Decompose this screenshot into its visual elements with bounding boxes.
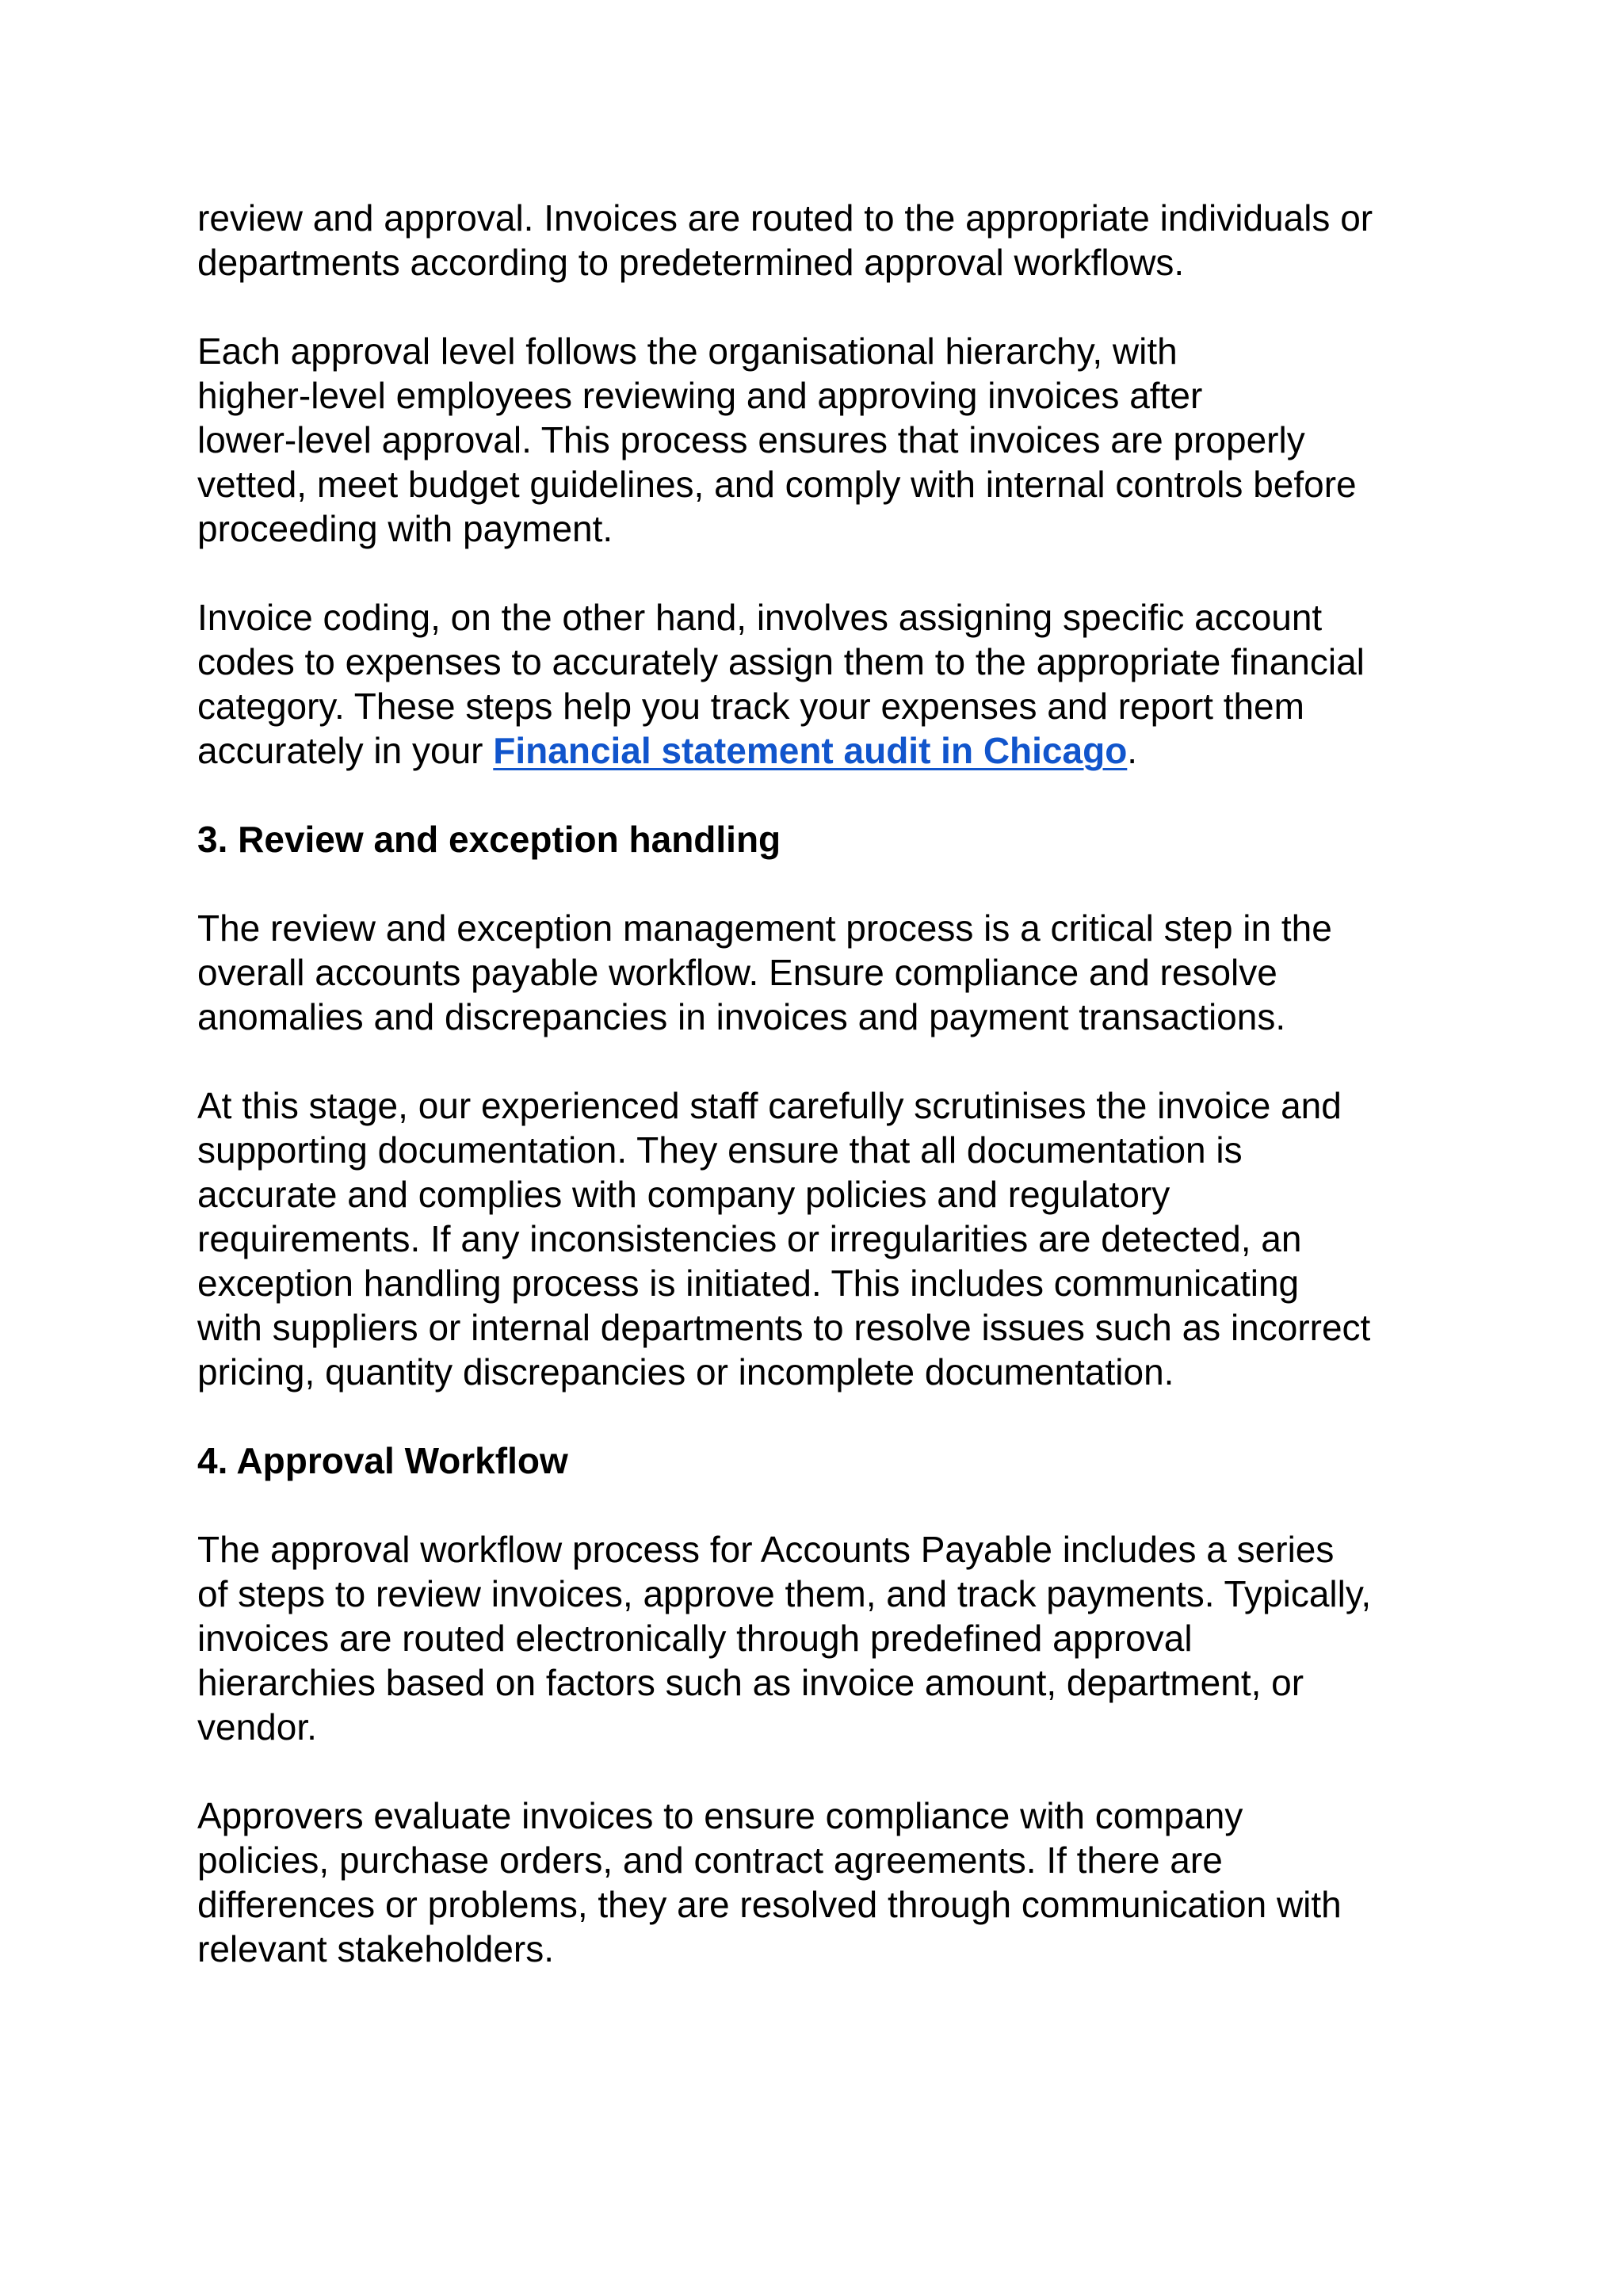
text-line: review and approval. Invoices are routed to the appropriate individuals or [197, 197, 1373, 239]
text-line: Approvers evaluate invoices to ensure compliance with company [197, 1795, 1243, 1836]
text-line: overall accounts payable workflow. Ensure compliance and resolve [197, 952, 1277, 993]
text-line: Invoice coding, on the other hand, involves assigning specific account [197, 597, 1323, 638]
text-line: anomalies and discrepancies in invoices and payment transactions. [197, 996, 1286, 1037]
paragraph-approval-levels [197, 329, 1449, 551]
text-line: requirements. If any inconsistencies or irregularities are detected, an [197, 1218, 1302, 1259]
text-line: with suppliers or internal departments to resolve issues such as incorrect [197, 1307, 1371, 1348]
section-heading-approval-workflow: 4. Approval Workflow [197, 1440, 568, 1481]
link-suffix-text: . [1127, 730, 1138, 771]
document-page [197, 196, 1449, 2015]
text-line: proceeding with payment. [197, 508, 613, 549]
text-line: supporting documentation. They ensure that all documentation is [197, 1129, 1243, 1171]
text-line: differences or problems, they are resolved through communication with [197, 1884, 1342, 1925]
financial-statement-audit-link[interactable]: Financial statement audit in Chicago [493, 730, 1128, 771]
text-line: The approval workflow process for Accounts Payable includes a series [197, 1529, 1335, 1570]
text-line: departments according to predetermined approval workflows. [197, 242, 1185, 283]
text-line: higher-level employees reviewing and approving invoices after [197, 375, 1203, 416]
text-line: The review and exception management process is a critical step in the [197, 907, 1332, 949]
text-line: vetted, meet budget guidelines, and comply with internal controls before [197, 464, 1357, 505]
text-line: invoices are routed electronically through predefined approval [197, 1618, 1193, 1659]
paragraph-invoice-coding [197, 595, 1449, 773]
text-line-with-link [197, 728, 1449, 773]
text-line: exception handling process is initiated. This includes communicating [197, 1263, 1300, 1304]
text-line: lower-level approval. This process ensures that invoices are properly [197, 419, 1305, 460]
text-line: of steps to review invoices, approve them, and track payments. Typically, [197, 1573, 1372, 1614]
link-prefix-text: accurately in your [197, 730, 494, 771]
text-line: hierarchies based on factors such as invoice amount, department, or [197, 1662, 1304, 1703]
text-line: vendor. [197, 1706, 317, 1748]
text-line: policies, purchase orders, and contract agreements. If there are [197, 1839, 1223, 1881]
text-line: relevant stakeholders. [197, 1928, 555, 1969]
text-line: pricing, quantity discrepancies or incomplete documentation. [197, 1351, 1174, 1392]
text-line: accurate and complies with company policies and regulatory [197, 1174, 1170, 1215]
text-line: codes to expenses to accurately assign them to the appropriate financial [197, 641, 1365, 682]
paragraph-approvers [197, 1794, 1449, 1971]
text-line: At this stage, our experienced staff carefully scrutinises the invoice and [197, 1085, 1342, 1126]
text-line: Each approval level follows the organisational hierarchy, with [197, 330, 1178, 372]
paragraph-workflow-intro [197, 1527, 1449, 1749]
paragraph-review-intro [197, 906, 1449, 1039]
text-line: category. These steps help you track your expenses and report them [197, 686, 1304, 727]
paragraph-review-detail [197, 1083, 1449, 1394]
section-heading-review: 3. Review and exception handling [197, 819, 781, 860]
paragraph-routing [197, 196, 1449, 285]
